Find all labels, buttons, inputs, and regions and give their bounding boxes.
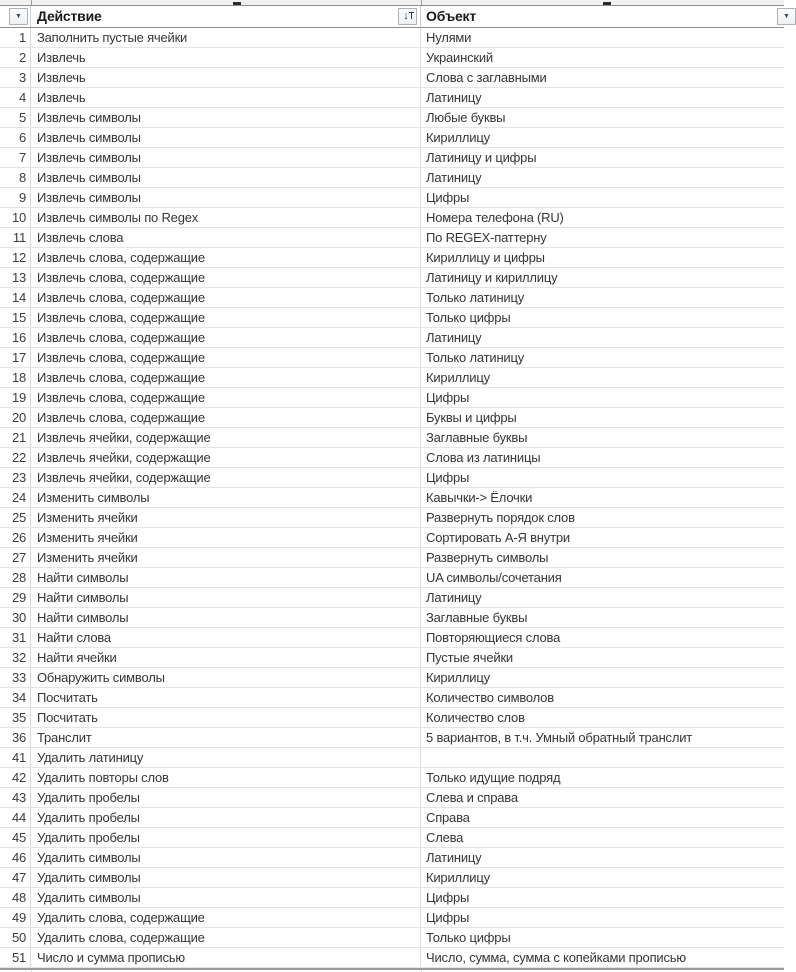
object-cell[interactable]: Латиницу [426,90,482,105]
action-column-title: Действие [37,8,102,24]
index-filter-button[interactable] [9,8,28,25]
object-cell[interactable]: Латиницу [426,330,482,345]
row-number-cell[interactable]: 16 [0,328,31,347]
table-row [0,668,784,688]
table-row [0,488,784,508]
action-cell[interactable]: Извлечь символы [31,168,421,187]
action-cell[interactable]: Извлечь слова, содержащие [31,368,421,387]
object-cell[interactable]: Цифры [426,190,470,205]
object-cell[interactable]: Кириллицу [426,870,490,885]
table-row [0,268,784,288]
object-cell[interactable]: Развернуть символы [426,550,549,565]
row-number-cell[interactable]: 4 [0,88,31,107]
row-number-cell[interactable]: 3 [0,68,31,87]
table-row [0,828,784,848]
table-row [0,748,784,768]
action-cell[interactable]: Найти символы [31,568,421,587]
action-filter-sort-button[interactable] [398,8,417,25]
action-cell[interactable]: Изменить символы [31,488,421,507]
table-row [0,228,784,248]
action-cell[interactable]: Удалить пробелы [31,808,421,827]
table-row [0,788,784,808]
object-cell[interactable]: Сортировать А-Я внутри [426,530,570,545]
object-cell[interactable]: Количество слов [426,710,525,725]
table-row [0,448,784,468]
table-row [0,768,784,788]
dropdown-arrow-icon: ▼ [15,13,22,20]
table-row [0,608,784,628]
object-cell[interactable]: Номера телефона (RU) [426,210,564,225]
object-cell[interactable]: Кириллицу [426,370,490,385]
object-cell[interactable] [421,748,784,767]
table-row [0,68,784,88]
action-cell[interactable]: Извлечь ячейки, содержащие [31,428,421,447]
object-cell[interactable]: Справа [426,810,470,825]
object-cell[interactable]: Латиницу и цифры [426,150,537,165]
action-cell[interactable]: Транслит [31,728,421,747]
object-cell[interactable]: Кириллицу [426,670,490,685]
dropdown-arrow-icon: ▼ [783,13,790,20]
object-cell[interactable]: Слева и справа [426,790,518,805]
object-cell[interactable]: Буквы и цифры [426,410,517,425]
object-cell[interactable]: Только латиницу [426,290,525,305]
row-number-cell[interactable]: 13 [0,268,31,287]
action-cell[interactable]: Изменить ячейки [31,548,421,567]
action-cell[interactable]: Удалить символы [31,848,421,867]
table-row [0,168,784,188]
object-cell[interactable]: Кавычки-> Ёлочки [426,490,533,505]
table-row [0,908,784,928]
action-cell[interactable]: Извлечь слова [31,228,421,247]
action-cell[interactable]: Извлечь [31,88,421,107]
row-number-cell[interactable]: 9 [0,188,31,207]
row-number-cell[interactable]: 35 [0,708,31,727]
object-cell[interactable]: Кириллицу и цифры [426,250,545,265]
row-number-cell[interactable]: 18 [0,368,31,387]
action-cell[interactable]: Извлечь слова, содержащие [31,408,421,427]
table-row [0,928,784,948]
index-column-header[interactable] [0,6,31,27]
object-cell[interactable]: Развернуть порядок слов [426,510,575,525]
action-cell[interactable]: Найти символы [31,608,421,627]
action-cell[interactable]: Извлечь слова, содержащие [31,348,421,367]
action-cell[interactable]: Извлечь слова, содержащие [31,308,421,327]
action-cell[interactable]: Извлечь символы по Regex [31,208,421,227]
row-number-cell[interactable]: 47 [0,868,31,887]
action-cell[interactable]: Извлечь [31,68,421,87]
object-cell[interactable]: Пустые ячейки [426,650,513,665]
object-cell[interactable]: Только латиницу [426,350,525,365]
object-cell[interactable]: Латиницу [426,590,482,605]
action-cell[interactable]: Удалить слова, содержащие [31,928,421,947]
object-cell[interactable]: Только идущие подряд [426,770,561,785]
row-number-cell[interactable]: 26 [0,528,31,547]
action-cell[interactable]: Удалить слова, содержащие [31,908,421,927]
object-cell[interactable]: Цифры [426,390,470,405]
table-row [0,128,784,148]
object-cell[interactable]: Украинский [426,50,493,65]
object-cell[interactable]: Кириллицу [426,130,490,145]
row-number-cell[interactable]: 46 [0,848,31,867]
action-cell[interactable]: Заполнить пустые ячейки [31,28,421,47]
table-row [0,708,784,728]
row-number-cell[interactable]: 43 [0,788,31,807]
object-cell[interactable]: Любые буквы [426,110,506,125]
row-number-cell[interactable]: 31 [0,628,31,647]
row-number-cell[interactable]: 7 [0,148,31,167]
row-number-cell[interactable]: 25 [0,508,31,527]
table-row [0,368,784,388]
action-cell[interactable]: Извлечь символы [31,188,421,207]
object-column-header[interactable] [421,6,790,27]
action-cell[interactable]: Посчитать [31,688,421,707]
row-number-cell[interactable]: 34 [0,688,31,707]
row-number-cell[interactable]: 17 [0,348,31,367]
row-number-cell[interactable]: 49 [0,908,31,927]
row-number-cell[interactable]: 28 [0,568,31,587]
action-cell[interactable]: Удалить символы [31,888,421,907]
object-cell[interactable]: Слева [426,830,464,845]
row-number-cell[interactable]: 14 [0,288,31,307]
table-row [0,348,784,368]
object-cell[interactable]: Цифры [426,470,470,485]
table-row [0,888,784,908]
action-cell[interactable]: Извлечь слова, содержащие [31,248,421,267]
object-cell[interactable]: Только цифры [426,310,511,325]
row-number-cell[interactable]: 29 [0,588,31,607]
action-cell[interactable]: Удалить пробелы [31,828,421,847]
action-cell[interactable]: Извлечь [31,48,421,67]
table-row [0,388,784,408]
action-cell[interactable]: Изменить ячейки [31,508,421,527]
row-number-cell[interactable]: 33 [0,668,31,687]
table-row [0,88,784,108]
object-cell[interactable]: Заглавные буквы [426,430,528,445]
action-cell[interactable]: Обнаружить символы [31,668,421,687]
table-row [0,628,784,648]
object-cell[interactable]: Латиницу [426,170,482,185]
object-cell[interactable]: Латиницу [426,850,482,865]
object-cell[interactable]: Только цифры [426,930,511,945]
object-cell[interactable]: Количество символов [426,690,554,705]
table-row [0,28,784,48]
table-row [0,308,784,328]
table-row [0,428,784,448]
action-cell[interactable]: Извлечь ячейки, содержащие [31,468,421,487]
action-cell[interactable]: Извлечь слова, содержащие [31,388,421,407]
table-row [0,468,784,488]
action-cell[interactable]: Извлечь символы [31,128,421,147]
action-cell[interactable]: Число и сумма прописью [31,948,421,967]
table-row [0,328,784,348]
table-row [0,688,784,708]
object-cell[interactable]: По REGEX-паттерну [426,230,547,245]
row-number-cell[interactable]: 5 [0,108,31,127]
table-row [0,528,784,548]
row-number-cell[interactable]: 19 [0,388,31,407]
action-cell[interactable]: Удалить символы [31,868,421,887]
object-cell[interactable]: Слова с заглавными [426,70,547,85]
object-filter-button[interactable] [777,8,796,25]
action-cell[interactable]: Удалить повторы слов [31,768,421,787]
object-column-title: Объект [426,8,477,24]
sort-applied-icon: ↓ [403,10,409,22]
row-number-cell[interactable]: 22 [0,448,31,467]
action-column-header[interactable] [31,6,421,27]
table-row [0,548,784,568]
row-number-cell[interactable]: 20 [0,408,31,427]
action-cell[interactable]: Найти ячейки [31,648,421,667]
table-row [0,588,784,608]
object-cell[interactable]: 5 вариантов, в т.ч. Умный обратный транслит [426,730,693,745]
action-cell[interactable]: Найти слова [31,628,421,647]
row-number-cell[interactable]: 2 [0,48,31,67]
table-row [0,288,784,308]
action-cell[interactable]: Удалить пробелы [31,788,421,807]
row-number-cell[interactable]: 27 [0,548,31,567]
action-cell[interactable]: Извлечь слова, содержащие [31,268,421,287]
action-cell[interactable]: Извлечь слова, содержащие [31,288,421,307]
object-cell[interactable]: Повторяющиеся слова [426,630,561,645]
row-number-cell[interactable]: 41 [0,748,31,767]
table-body [0,28,784,968]
table-row [0,508,784,528]
action-cell[interactable]: Удалить латиницу [31,748,421,767]
row-number-cell[interactable]: 30 [0,608,31,627]
table-row [0,108,784,128]
row-number-cell[interactable]: 8 [0,168,31,187]
object-cell[interactable]: Нулями [426,30,472,45]
table-header-row [0,5,790,28]
object-cell[interactable]: Число, сумма, сумма с копейками прописью [426,950,686,965]
row-number-cell[interactable]: 6 [0,128,31,147]
table-row [0,48,784,68]
table-row [0,408,784,428]
row-number-cell[interactable]: 15 [0,308,31,327]
table-row [0,868,784,888]
row-number-cell[interactable]: 1 [0,28,31,47]
object-cell[interactable]: Слова из латиницы [426,450,541,465]
row-number-cell[interactable]: 48 [0,888,31,907]
action-cell[interactable]: Извлечь символы [31,148,421,167]
row-number-cell[interactable]: 44 [0,808,31,827]
action-cell[interactable]: Извлечь слова, содержащие [31,328,421,347]
row-number-cell[interactable]: 32 [0,648,31,667]
table-row [0,808,784,828]
table-row [0,208,784,228]
table-row [0,648,784,668]
object-cell[interactable]: UA символы/сочетания [426,570,562,585]
table-row [0,728,784,748]
row-number-cell[interactable]: 51 [0,948,31,967]
row-number-cell[interactable]: 11 [0,228,31,247]
action-cell[interactable]: Найти символы [31,588,421,607]
sort-applied-icon-bar [411,12,412,19]
object-cell[interactable]: Латиницу и кириллицу [426,270,558,285]
table-row [0,248,784,268]
row-number-cell[interactable]: 10 [0,208,31,227]
row-number-cell[interactable]: 24 [0,488,31,507]
table-row [0,188,784,208]
action-cell[interactable]: Извлечь символы [31,108,421,127]
row-number-cell[interactable]: 23 [0,468,31,487]
action-cell[interactable]: Извлечь ячейки, содержащие [31,448,421,467]
object-cell[interactable]: Заглавные буквы [426,610,528,625]
action-cell[interactable]: Посчитать [31,708,421,727]
table-row [0,848,784,868]
table-row [0,568,784,588]
table-row [0,148,784,168]
row-number-cell[interactable]: 36 [0,728,31,747]
row-number-cell[interactable]: 42 [0,768,31,787]
object-cell[interactable]: Цифры [426,910,470,925]
row-number-cell[interactable]: 21 [0,428,31,447]
action-cell[interactable]: Изменить ячейки [31,528,421,547]
row-number-cell[interactable]: 45 [0,828,31,847]
row-number-cell[interactable]: 50 [0,928,31,947]
row-number-cell[interactable]: 12 [0,248,31,267]
table-row [0,948,784,968]
object-cell[interactable]: Цифры [426,890,470,905]
